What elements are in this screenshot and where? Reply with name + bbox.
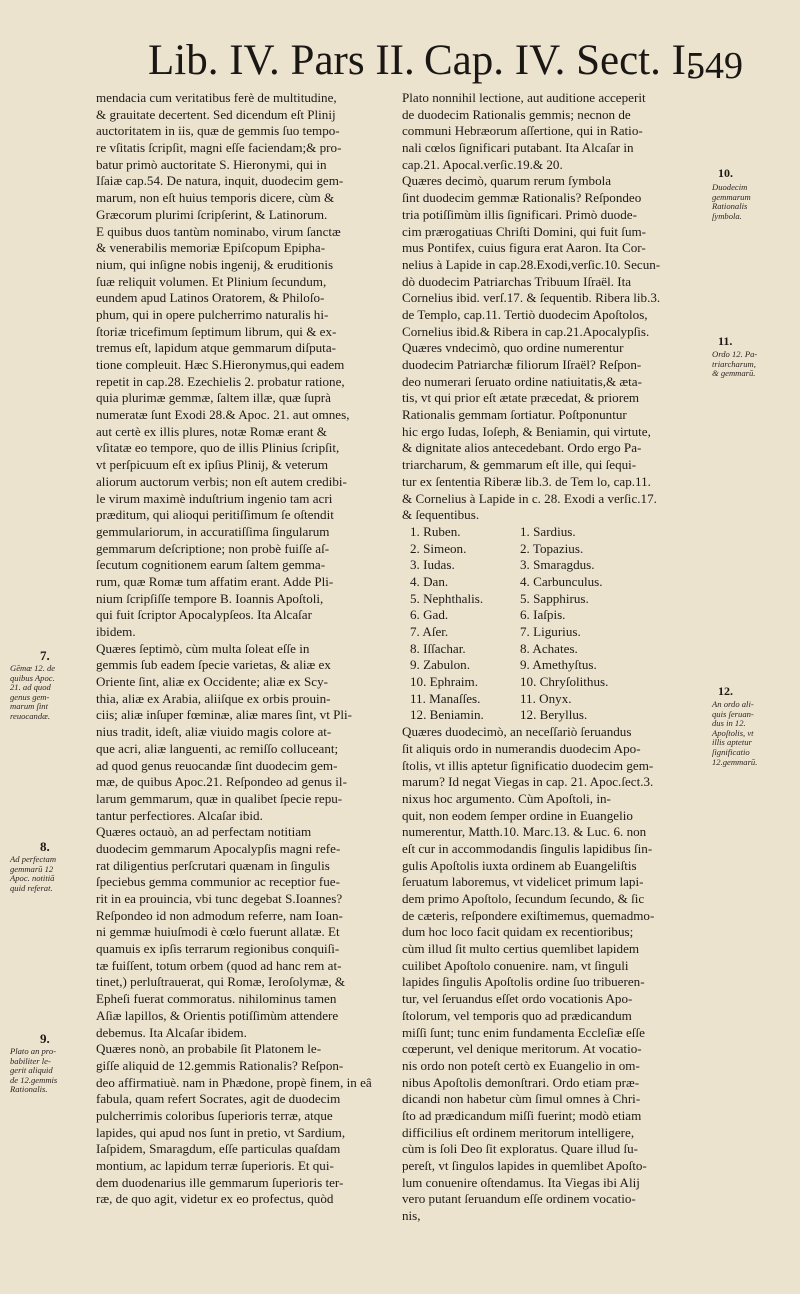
text-line: dum hoc loco facit quidam ex recentioribus; (402, 924, 634, 940)
margin-note: Gēmæ 12. de quibus Apoc. 21. ad quod genus gem- marum ſint reuocandæ. (10, 663, 56, 721)
text-line: nis ordo non poteſt certò ex Euangelio in om- (402, 1057, 640, 1073)
text-line: ſeruatum laboremus, vt videlicet primum lapi- (402, 874, 644, 890)
text-line: Aſiæ lapillos, & Orientis potiſſimùm attendere (96, 1007, 339, 1023)
text-line: ræ, de quo agit, videtur ex eo profectus, quòd (96, 1191, 334, 1207)
text-line: Cornelius ibid. verſ.17. & ſequentib. Ribera lib.3. (402, 290, 661, 306)
text-line: Iſaiæ cap.54. De natura, inquit, duodecim gem- (96, 173, 344, 189)
patriarch-name: 9. Zabulon. (410, 657, 471, 673)
text-line: cuilibet Apoſtolo conuenire. nam, vt ſinguli (402, 957, 629, 973)
gem-name: 5. Sapphirus. (520, 590, 589, 606)
gem-name: 11. Onyx. (520, 690, 572, 706)
text-line: thia, aliæ ex Arabia, aliiſque ex orbis prouin- (96, 690, 331, 706)
text-line: vſitatæ eo tempore, quo de illis Plinius ſcripſit, (96, 440, 340, 456)
text-line: quamuis ex ipſis terrarum regionibus conquiſi- (96, 941, 340, 957)
text-line: qui fuit ſcriptor Apocalypſeos. Ita Alcaſar (96, 607, 312, 623)
text-line: tis, vt qui prior eſt ætate præcedat, & priorem (402, 390, 640, 406)
text-line: mæ, de quibus Apoc.21. Reſpondeo ad genus il- (96, 774, 347, 790)
text-line: ſint duodecim gemmæ Rationalis? Reſpondeo (402, 190, 642, 206)
text-line: mendacia cum veritatibus ferè de multitudine, (96, 90, 337, 105)
text-line: fabula, quam refert Socrates, agit de duodecim (96, 1091, 341, 1107)
header-book-part: Lib. IV. Pars II. (148, 37, 415, 84)
margin-note: Plato an pro- babiliter le- gerit aliquid de 12.gemmis Rationalis. (10, 1046, 58, 1095)
list-item (402, 574, 702, 591)
text-line: & Cornelius à Lapide in c. 28. Exodi a verſic.17. (402, 490, 657, 506)
text-line: ſecutum cognitionem earum ſaltem gemma- (96, 557, 326, 573)
list-item (402, 591, 702, 608)
text-line: nali cœlos ſignificari putabant. Ita Alcaſar in (402, 140, 634, 156)
text-line: Rationalis gemmam ſortiatur. Poſtponuntur (402, 407, 627, 423)
list-item (402, 624, 702, 641)
list-item (402, 674, 702, 691)
list-item (402, 641, 702, 658)
text-line: Cornelius ibid.& Ribera in cap.21.Apocalypſis. (402, 323, 650, 339)
gem-name: 2. Topazius. (520, 540, 584, 556)
text-line: Reſpondeo id non admodum referre, nam Ioan- (96, 907, 343, 923)
list-item (402, 541, 702, 558)
text-line: duodecim gemmarum Apocalypſis magni refe- (96, 840, 341, 856)
text-line: Iaſpidem, Smaragdum, eſſe particulas quaſdam (96, 1141, 341, 1157)
text-line: tinet,) perluſtrauerat, qui Romæ, Ieroſolymæ, & (96, 974, 346, 990)
margin-note-number: 10. (718, 166, 733, 180)
text-line: Quæres decimò, quarum rerum ſymbola (402, 173, 612, 189)
list-item (402, 557, 702, 574)
text-line: ſto ad prædicandum miſſi fuerint; modò etiam (402, 1107, 642, 1123)
text-line: Epheſi fuerat commoratus. nihilominus tamen (96, 991, 337, 1007)
text-line: larum gemmarum, quæ in qualibet ſpecie repu- (96, 790, 343, 806)
text-line: difficilius eſt ordinem meritorum intelligere, (402, 1124, 635, 1140)
text-line: gemmarum deſcriptione; non probè fuiſſe aſ- (96, 540, 330, 556)
patriarch-name: 7. Aſer. (410, 624, 449, 639)
text-line: deo numerari ſeruato ordine natiuitatis,& æta- (402, 373, 642, 389)
list-item (402, 657, 702, 674)
text-line: cœperunt, vel denique meritorum. At vocatio- (402, 1041, 642, 1057)
text-line: ni gemmæ huiuſmodi è cœlo fuerunt allatæ. Et (96, 924, 340, 940)
text-line: nixus hoc argumento. Cùm Apoſtoli, in- (402, 790, 611, 806)
text-line: pulcherrimis coloribus ſuperioris terræ, atque (96, 1107, 333, 1123)
text-line: marum? Id negat Viegas in cap. 21. Apoc.ſect.3. (402, 774, 654, 790)
text-line: Quæres ſeptimò, cùm multa ſoleat eſſe in (96, 640, 310, 656)
text-line: ibidem. (96, 624, 136, 639)
text-line: & ſequentibus. (402, 507, 480, 523)
margin-note: Ordo 12. Pa- triarcharum, & gemmarū. (712, 349, 758, 379)
margin-note: Duodecim gemmarum Rationalis ſymbola. (712, 182, 751, 221)
right-column-upper-text (402, 90, 702, 524)
text-line: aliorum auctorum verbis; non eſt autem credibi- (96, 473, 347, 489)
text-line: rum, quæ Romæ tum affatim erant. Adde Pli- (96, 573, 334, 589)
gem-name: 6. Iaſpis. (520, 607, 566, 623)
text-line: tria potiſſimùm illis ſignificari. Primò duode- (402, 206, 637, 222)
text-line: auctoritatem in iis, quæ de gemmis ſuo tempo- (96, 123, 340, 139)
list-item (402, 524, 702, 541)
text-line: gemmis ſub eadem ſpecie varietas, & aliæ ex (96, 657, 331, 673)
text-line: lum conuenire oſtendamus. Ita Viegas ibi Alij (402, 1174, 640, 1190)
text-line: tione compleuit. Hæc S.Hieronymus,qui eadem (96, 357, 345, 372)
text-line: rat diligentius perſcrutari quænam in ſingulis (96, 857, 330, 873)
text-line: cùm illud ſit multo certius quemlibet lapidem (402, 941, 640, 957)
list-item (402, 691, 702, 708)
text-line: gemmulariorum, in accuratiſſima ſingularum (96, 523, 330, 539)
text-line: nius tradit, ideſt, aliæ viuido magis colore at- (96, 724, 332, 740)
text-line: ciis; aliæ inſuper fœminæ, aliæ mares ſint, vt Pli- (96, 707, 353, 723)
text-line: & venerabilis memoriæ Epiſcopum Epipha- (96, 240, 326, 256)
text-line: re vſitatis ſcripſit, magni eſſe faciendam;& pro- (96, 140, 342, 156)
text-line: pereſt, vt ſingulos lapides in quemlibet Apoſto- (402, 1158, 647, 1173)
text-line: communi Hebræorum aſſertione, qui in Ratio- (402, 123, 643, 139)
text-line: marum, non eſt huius temporis dicere, cùm & (96, 190, 335, 206)
text-line: eundem apud Latinos Oratorem, & Philoſo- (96, 290, 325, 306)
text-line: nium ſcripſiſſe tempore B. Ioannis Apoſtoli, (96, 590, 324, 606)
margin-note-number: 12. (718, 684, 733, 698)
page-number: 549 (686, 45, 743, 87)
text-line: giſſe aliquid de 12.gemmis Rationalis? Reſpon- (96, 1057, 344, 1073)
text-line: tur, vel ſeruandus eſſet ordo vocationis Apo- (402, 991, 633, 1007)
text-line: tantur perfectiores. Alcaſar ibid. (96, 807, 263, 823)
gem-name: 1. Sardius. (520, 523, 576, 539)
text-line: cùm is ſoli Deo ſit exploratus. Quare illud ſu- (402, 1141, 639, 1157)
patriarch-name: 1. Ruben. (410, 523, 461, 539)
text-line: phum, qui in opere pulcherrimo naturalis hi- (96, 306, 329, 322)
text-line: quia plurimæ gemmæ, ſaltem illæ, quæ ſuprà (96, 390, 331, 406)
text-line: Plato nonnihil lectione, aut auditione acceperit (402, 90, 646, 105)
text-line: Quæres nonò, an probabile ſit Platonem le- (96, 1041, 322, 1057)
margin-note-number: 9. (40, 1031, 50, 1046)
text-line: tremus eſt, lapidum atque gemmarum diſputa- (96, 340, 336, 356)
text-line: lapides ſingulis Apoſtolis ordine ſuo tribueren- (402, 974, 645, 990)
text-line: nibus Apoſtolis demonſtrari. Ordo etiam præ- (402, 1074, 640, 1090)
patriarch-name: 10. Ephraim. (410, 674, 479, 690)
text-line: mus Pontifex, cuius figura erat Aaron. Ita Cor- (402, 240, 646, 256)
text-line: ſpeciebus gemma communior ac receptior fue- (96, 874, 340, 890)
text-line: ſtolorum, vel temporis quo ad prædicandum (402, 1007, 632, 1023)
gem-name: 10. Chryſolithus. (520, 674, 609, 690)
patriarch-name: 11. Manaſſes. (410, 690, 481, 706)
list-item (402, 707, 702, 724)
text-line: ſtoriæ tricefimum ſeptimum librum, qui & ex- (96, 323, 337, 339)
gem-name: 8. Achates. (520, 640, 578, 656)
left-text-column (96, 90, 396, 1208)
text-line: batur primò auctoritate S. Hieronymi, qui in (96, 156, 327, 172)
patriarch-name: 6. Gad. (410, 607, 449, 623)
text-line: cap.21. Apocal.verſic.19.& 20. (402, 156, 563, 172)
text-line: Græcorum plurimi ſcripſerint, & Latinorum. (96, 206, 328, 222)
text-line: hic ergo Iudas, Ioſeph, & Beniamin, qui virtute, (402, 423, 651, 439)
text-line: triarcharum, & gemmarum eſt ille, qui ſequi- (402, 457, 637, 473)
text-line: gulis Apoſtolis iuxta ordinem ab Euangeliſtis (402, 857, 637, 873)
text-line: lapides, qui apud nos ſunt in pretio, vt Sardium, (96, 1124, 346, 1140)
list-item (402, 607, 702, 624)
text-line: tur ex ſententia Riberæ lib.3. de Tem lo, cap.11. (402, 473, 651, 489)
text-line: de duodecim Rationalis gemmis; necnon de (402, 106, 631, 122)
text-line: dò duodecim Patriarchas Tribuum Iſraël. Ita (402, 273, 632, 289)
right-column-lower-text (402, 724, 702, 1225)
margin-note: An ordo ali- quis ſeruan- dus in 12. Apoſtolis, vt illis aptetur ſignificatio 12.gemmarū. (712, 699, 758, 767)
text-line: ad quod genus reuocandæ ſint duodecim gem- (96, 757, 338, 773)
patriarch-gem-list (402, 524, 702, 724)
text-line: ſtolis, vt illis aptetur ſignificatio duodecim gem- (402, 757, 654, 773)
text-line: Quæres duodecimò, an neceſſariò ſeruandus (402, 724, 632, 740)
gem-name: 3. Smaragdus. (520, 557, 595, 573)
text-line: ſuæ reliquit volumen. Et Plinium ſecundum, (96, 273, 327, 289)
patriarch-name: 8. Iſſachar. (410, 640, 466, 656)
text-line: rit in ea prouincia, vbi tunc degebat S.Ioannes? (96, 891, 343, 906)
text-line: numerentur, Matth.10. Marc.13. & Luc. 6. non (402, 824, 647, 840)
text-line: montium, ac lapidum terræ ſuperioris. Et qui- (96, 1158, 334, 1173)
text-line: præditum, qui alioqui peritiſſimum ſe oſtendit (96, 507, 334, 523)
margin-note-number: 11. (718, 334, 733, 348)
patriarch-name: 2. Simeon. (410, 540, 467, 556)
text-line: E quibus duos tantùm nominabo, virum ſanctæ (96, 223, 341, 239)
text-line: dicandi non habetur cùm ſimul omnes à Chri- (402, 1091, 641, 1107)
gem-name: 9. Amethyſtus. (520, 657, 597, 673)
text-line: Oriente ſint, aliæ ex Occidente; aliæ ex Scy- (96, 674, 328, 690)
text-line: & dignitate alios antecedebant. Ordo ergo Pa- (402, 440, 642, 456)
text-line: repetit in cap.28. Ezechielis 2. probatur ratione, (96, 373, 345, 389)
text-line: nelius à Lapide in cap.28.Exodi,verſic.10. Secun- (402, 256, 661, 272)
text-line: debemus. Ita Alcaſar ibidem. (96, 1024, 247, 1040)
text-line: dem duodenarius ille gemmarum ſuperioris ter- (96, 1174, 344, 1190)
gem-name: 4. Carbunculus. (520, 573, 603, 589)
gem-name: 12. Beryllus. (520, 707, 588, 723)
text-line: dem primo Apoſtolo, ſecundum ſecundo, & ſic (402, 891, 645, 906)
text-line: de cæteris, reſpondere exiſtimemus, quemadmo- (402, 907, 655, 923)
text-line: miſſi ſunt; tunc enim fundamenta Eccleſiæ eſſe (402, 1024, 645, 1040)
patriarch-name: 4. Dan. (410, 573, 449, 589)
patriarch-name: 5. Nephthalis. (410, 590, 484, 606)
text-line: duodecim Patriarchæ filiorum Iſraël? Reſpon- (402, 357, 642, 372)
text-line: aut certè ex illis plures, notæ Romæ erant & (96, 423, 327, 439)
margin-note: Ad perfectam gemmarū 12 Apoc. notitiā quid referat. (10, 854, 57, 893)
margin-note-number: 7. (40, 648, 50, 663)
text-line: nium, qui inſigne nobis ingenij, & eruditionis (96, 256, 334, 272)
text-line: que acri, aliæ languenti, ac remiſſo colluceant; (96, 740, 339, 756)
text-line: vero putant ſeruandum eſſe ordinem vocatio- (402, 1191, 636, 1207)
text-line: de Templo, cap.11. Tertiò duodecim Apoſtolos, (402, 306, 648, 322)
text-line: vt perſpicuum eſt ex ipſius Plinij, & veterum (96, 457, 329, 473)
text-line: eſt cur in accommodandis ſingulis lapidibus ſin- (402, 840, 653, 856)
margin-note-number: 8. (40, 839, 50, 854)
header-chapter-section: Cap. IV. Sect. I. (424, 37, 697, 84)
text-line: & grauitate decertent. Sed dicendum eſt Plinij (96, 106, 336, 122)
text-line: Quæres octauò, an ad perfectam notitiam (96, 824, 312, 840)
text-line: quit, non eodem ſemper ordine in Euangelio (402, 807, 633, 823)
running-header (0, 36, 800, 92)
text-line: deo affirmatiuè. nam in Phædone, propè finem, in eâ (96, 1074, 372, 1090)
text-line: nis, (402, 1208, 421, 1224)
patriarch-name: 12. Beniamin. (410, 707, 484, 723)
text-line: ſit aliquis ordo in numerandis duodecim Apo- (402, 740, 641, 756)
text-line: cim prærogatiuas Chriſti Domini, qui fuit ſum- (402, 223, 647, 239)
right-text-column (402, 90, 702, 1225)
text-line: tæ fuiſſent, totum orbem (quod ad hanc rem at- (96, 957, 342, 973)
text-line: Quæres vndecimò, quo ordine numerentur (402, 340, 624, 356)
text-line: le virum maximè induſtrium ingenio tam acri (96, 490, 333, 506)
patriarch-name: 3. Iudas. (410, 557, 455, 573)
gem-name: 7. Ligurius. (520, 624, 581, 639)
text-line: numeratæ ſunt Exodi 28.& Apoc. 21. aut omnes, (96, 407, 350, 423)
